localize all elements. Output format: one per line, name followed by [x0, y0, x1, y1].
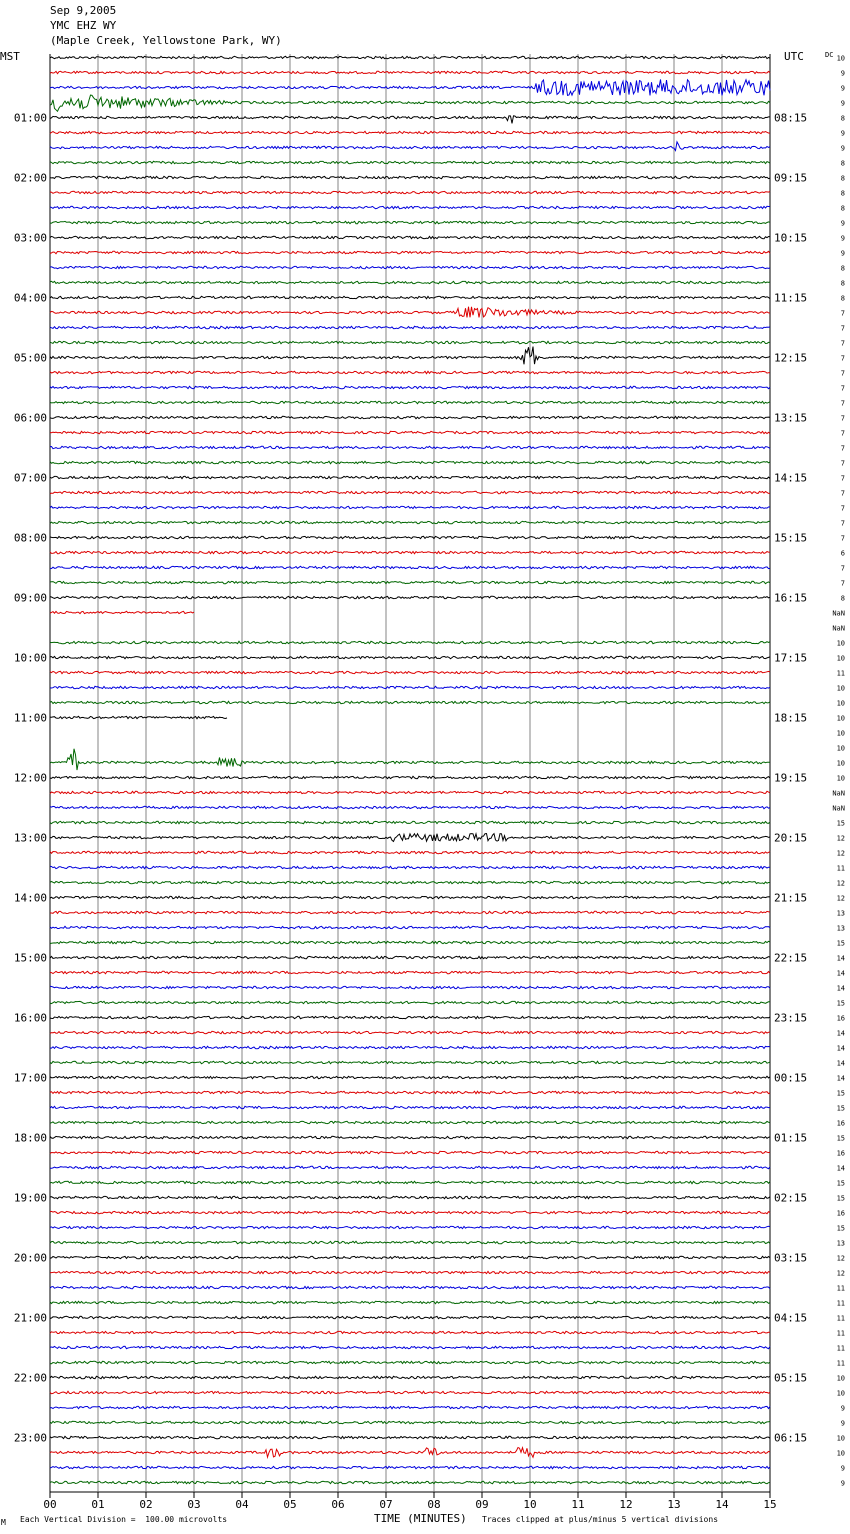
dc-offset-label: 15	[836, 1224, 845, 1233]
x-tick-label: 04	[235, 1498, 249, 1511]
x-tick-label: 09	[475, 1498, 489, 1511]
dc-offset-label: 13	[836, 924, 845, 933]
dc-offset-label: 12	[836, 834, 845, 843]
dc-offset-label: 10	[836, 1434, 845, 1443]
dc-offset-label: 10	[836, 654, 845, 663]
right-hour-label: 01:15	[774, 1131, 808, 1145]
x-tick-label: 02	[139, 1498, 153, 1511]
dc-offset-label: 10	[836, 1449, 845, 1458]
trace-row-line	[50, 506, 770, 508]
trace-row-line	[50, 142, 770, 151]
dc-offset-label: 15	[836, 939, 845, 948]
dc-offset-label: 14	[836, 1029, 845, 1038]
dc-offset-label: 11	[836, 1359, 845, 1368]
trace-row-line	[50, 686, 770, 688]
dc-offset-label: 10	[836, 774, 845, 783]
station-id: YMC EHZ WY	[50, 19, 117, 32]
dc-offset-label: 11	[836, 1314, 845, 1323]
trace-row-line	[50, 536, 770, 538]
trace-row-line	[50, 1316, 770, 1318]
x-tick-label: 08	[427, 1498, 441, 1511]
x-tick-label: 01	[91, 1498, 105, 1511]
right-hour-label: 22:15	[774, 951, 808, 965]
dc-offset-label: 14	[836, 1074, 845, 1083]
dc-offset-label: 7	[840, 489, 845, 498]
right-hour-label: 00:15	[774, 1071, 808, 1085]
left-hour-label: 04:00	[13, 291, 47, 305]
right-hour-label: 03:15	[774, 1251, 808, 1265]
x-axis-title: TIME (MINUTES)	[374, 1512, 467, 1525]
x-tick-label: 10	[523, 1498, 537, 1511]
trace-row-line	[50, 1361, 770, 1363]
right-hour-label: 04:15	[774, 1311, 808, 1325]
trace-row-line	[50, 251, 770, 253]
dc-offset-label: 9	[840, 234, 845, 243]
dc-offset-label: 11	[836, 1299, 845, 1308]
x-tick-label: 06	[331, 1498, 345, 1511]
trace-row-line	[50, 701, 770, 703]
trace-row-line	[50, 236, 770, 238]
dc-offset-label: 7	[840, 414, 845, 423]
corner-mark: M	[1, 1518, 6, 1527]
dc-offset-label: 7	[840, 474, 845, 483]
trace-row-line	[50, 926, 770, 928]
right-hour-label: 19:15	[774, 771, 808, 785]
dc-offset-label: 12	[836, 1254, 845, 1263]
dc-offset-label: 15	[836, 1134, 845, 1143]
trace-row-line	[50, 446, 770, 448]
trace-row-line	[50, 266, 770, 268]
trace-row-line	[50, 1376, 770, 1378]
left-hour-label: 06:00	[13, 411, 47, 425]
trace-row-line	[50, 1271, 770, 1273]
trace-row-line	[50, 1481, 770, 1483]
dc-offset-label: 15	[836, 819, 845, 828]
trace-row-line	[50, 416, 770, 418]
trace-row-line	[50, 776, 770, 778]
dc-offset-label: 8	[840, 174, 845, 183]
right-hour-label: 17:15	[774, 651, 808, 665]
dc-offset-label: 8	[840, 189, 845, 198]
trace-row-line	[50, 716, 227, 718]
right-hour-label: 09:15	[774, 171, 808, 185]
trace-row-line	[50, 206, 770, 208]
dc-offset-label: 13	[836, 909, 845, 918]
trace-row-line	[50, 851, 770, 853]
trace-row-line	[50, 1241, 770, 1243]
trace-row-line	[50, 971, 770, 973]
trace-row-line	[50, 596, 770, 598]
dc-offset-label: 7	[840, 579, 845, 588]
right-hour-label: 06:15	[774, 1431, 808, 1445]
trace-row-line	[50, 326, 770, 328]
x-tick-label: 07	[379, 1498, 393, 1511]
trace-row-line	[50, 1286, 770, 1288]
trace-row-line	[50, 1181, 770, 1183]
dc-offset-label: 9	[840, 1404, 845, 1413]
right-hour-label: 08:15	[774, 111, 808, 125]
left-hour-label: 03:00	[13, 231, 47, 245]
right-hour-label: 21:15	[774, 891, 808, 905]
trace-row-line	[50, 821, 770, 823]
trace-row-line	[50, 1106, 770, 1108]
dc-offset-label: NaN	[832, 789, 845, 798]
dc-offset-label: NaN	[832, 804, 845, 813]
x-tick-label: 03	[187, 1498, 201, 1511]
trace-row-line	[50, 866, 770, 868]
dc-offset-label: 6	[840, 549, 845, 558]
dc-offset-label: NaN	[832, 609, 845, 618]
trace-row-line	[50, 1301, 770, 1303]
dc-offset-label: 16	[836, 1209, 845, 1218]
trace-row-line	[50, 1226, 770, 1228]
trace-row-line	[50, 461, 770, 463]
trace-row-line	[50, 1001, 770, 1003]
dc-offset-label: 7	[840, 369, 845, 378]
left-hour-label: 20:00	[13, 1251, 47, 1265]
vertical-scale-note: Each Vertical Division = 100.00 microvolts	[20, 1515, 228, 1524]
dc-offset-label: 10	[836, 54, 845, 63]
dc-offset-label: 7	[840, 534, 845, 543]
trace-row-line	[50, 401, 770, 403]
dc-offset-label: 7	[840, 459, 845, 468]
left-hour-label: 19:00	[13, 1191, 47, 1205]
dc-offset-label: 15	[836, 1179, 845, 1188]
x-tick-label: 12	[619, 1498, 633, 1511]
trace-row-line	[50, 476, 770, 478]
left-hour-label: 15:00	[13, 951, 47, 965]
dc-offset-label: 10	[836, 684, 845, 693]
dc-offset-label: 7	[840, 354, 845, 363]
trace-row-line	[50, 911, 770, 913]
trace-row-line	[50, 71, 770, 73]
right-hour-label: 16:15	[774, 591, 808, 605]
trace-row-line	[50, 1136, 770, 1138]
dc-offset-label: 7	[840, 324, 845, 333]
left-hour-label: 12:00	[13, 771, 47, 785]
trace-row-line	[50, 791, 770, 793]
plot-date: Sep 9,2005	[50, 4, 117, 17]
dc-offset-label: 7	[840, 444, 845, 453]
dc-offset-label: 9	[840, 69, 845, 78]
station-location: (Maple Creek, Yellowstone Park, WY)	[50, 34, 282, 47]
trace-row-line	[50, 881, 770, 883]
dc-offset-label: 8	[840, 264, 845, 273]
x-tick-label: 11	[571, 1498, 585, 1511]
trace-row-line	[50, 1151, 770, 1153]
trace-row-line	[50, 671, 770, 673]
trace-row-line	[50, 386, 770, 388]
dc-offset-label: 7	[840, 399, 845, 408]
trace-row-line	[50, 834, 770, 842]
trace-row-line	[50, 371, 770, 373]
trace-row-line	[50, 1256, 770, 1258]
left-hour-label: 13:00	[13, 831, 47, 845]
left-hour-label: 21:00	[13, 1311, 47, 1325]
trace-row-line	[50, 1466, 770, 1468]
dc-offset-label: 14	[836, 954, 845, 963]
dc-offset-label: 10	[836, 639, 845, 648]
dc-offset-label: 16	[836, 1149, 845, 1158]
trace-row-line	[50, 341, 770, 343]
trace-row-line	[50, 641, 770, 643]
trace-row-line	[50, 1331, 770, 1333]
trace-row-line	[50, 491, 770, 493]
dc-offset-label: 11	[836, 1329, 845, 1338]
dc-offset-label: 13	[836, 1239, 845, 1248]
dc-offset-label: 9	[840, 1479, 845, 1488]
dc-offset-label: 9	[840, 1464, 845, 1473]
left-hour-label: 08:00	[13, 531, 47, 545]
trace-row-line	[50, 1091, 770, 1093]
x-tick-label: 15	[763, 1498, 777, 1511]
dc-offset-label: 7	[840, 309, 845, 318]
trace-row-line	[50, 611, 194, 613]
dc-offset-label: 7	[840, 339, 845, 348]
dc-offset-label: 7	[840, 564, 845, 573]
left-hour-label: 22:00	[13, 1371, 47, 1385]
trace-row-line	[50, 176, 770, 178]
dc-offset-label: 16	[836, 1014, 845, 1023]
right-hour-label: 15:15	[774, 531, 808, 545]
trace-row-line	[50, 281, 770, 283]
trace-row-line	[50, 986, 770, 988]
trace-row-line	[50, 1031, 770, 1033]
trace-row-line	[50, 1448, 770, 1458]
dc-offset-label: 14	[836, 1059, 845, 1068]
left-hour-label: 05:00	[13, 351, 47, 365]
right-hour-label: 02:15	[774, 1191, 808, 1205]
dc-offset-label: 9	[840, 144, 845, 153]
dc-offset-label: 15	[836, 999, 845, 1008]
trace-row-line	[50, 1346, 770, 1348]
dc-offset-label: 8	[840, 159, 845, 168]
trace-row-line	[50, 307, 770, 318]
dc-offset-label: 8	[840, 594, 845, 603]
dc-offset-label: 12	[836, 1269, 845, 1278]
dc-offset-label: 9	[840, 129, 845, 138]
trace-row-line	[50, 1076, 770, 1078]
right-hour-label: 11:15	[774, 291, 808, 305]
x-tick-label: 05	[283, 1498, 297, 1511]
left-hour-label: 09:00	[13, 591, 47, 605]
trace-row-line	[50, 1391, 770, 1393]
dc-offset-label: 12	[836, 849, 845, 858]
dc-offset-label: 8	[840, 294, 845, 303]
right-hour-label: 13:15	[774, 411, 808, 425]
dc-offset-label: 11	[836, 864, 845, 873]
dc-offset-label: 15	[836, 1194, 845, 1203]
dc-offset-label: 9	[840, 249, 845, 258]
dc-offset-label: 10	[836, 1374, 845, 1383]
trace-row-line	[50, 1196, 770, 1198]
left-timezone: MST	[0, 50, 20, 63]
trace-row-line	[50, 566, 770, 568]
trace-row-line	[50, 1166, 770, 1168]
dc-offset-label: 10	[836, 714, 845, 723]
trace-row-line	[50, 806, 770, 808]
trace-row-line	[50, 191, 770, 193]
x-tick-label: 00	[43, 1498, 57, 1511]
left-hour-label: 17:00	[13, 1071, 47, 1085]
dc-offset-label: 16	[836, 1119, 845, 1128]
right-hour-label: 23:15	[774, 1011, 808, 1025]
left-hour-label: 16:00	[13, 1011, 47, 1025]
trace-row-line	[50, 581, 770, 583]
dc-offset-label: 14	[836, 1044, 845, 1053]
dc-offset-label: 10	[836, 729, 845, 738]
trace-row-line	[50, 431, 770, 433]
x-tick-label: 14	[715, 1498, 729, 1511]
trace-row-line	[50, 1046, 770, 1048]
left-hour-label: 18:00	[13, 1131, 47, 1145]
trace-row-line	[50, 956, 770, 958]
right-hour-label: 14:15	[774, 471, 808, 485]
trace-row-line	[50, 56, 770, 58]
trace-row-line	[50, 656, 770, 658]
dc-offset-label: 15	[836, 1104, 845, 1113]
dc-offset-label: 9	[840, 84, 845, 93]
dc-offset-label: 15	[836, 1089, 845, 1098]
trace-row-line	[50, 131, 770, 133]
left-hour-label: 10:00	[13, 651, 47, 665]
dc-offset-label: NaN	[832, 624, 845, 633]
dc-offset-label: 14	[836, 984, 845, 993]
dc-offset-label: 7	[840, 504, 845, 513]
right-hour-label: 12:15	[774, 351, 808, 365]
trace-row-line	[50, 551, 770, 553]
dc-offset-label: 10	[836, 1389, 845, 1398]
trace-row-line	[50, 1421, 770, 1423]
dc-offset-label: 9	[840, 219, 845, 228]
dc-offset-label: 9	[840, 99, 845, 108]
trace-row-line	[50, 1016, 770, 1018]
right-hour-label: 18:15	[774, 711, 808, 725]
trace-row-line	[50, 1436, 770, 1438]
dc-offset-label: 14	[836, 969, 845, 978]
dc-offset-label: 14	[836, 1164, 845, 1173]
dc-offset-label: 10	[836, 699, 845, 708]
trace-row-line	[50, 296, 770, 298]
trace-row-line	[50, 221, 770, 223]
trace-row-line	[50, 1121, 770, 1123]
left-hour-label: 11:00	[13, 711, 47, 725]
clip-note: Traces clipped at plus/minus 5 vertical divisions	[482, 1515, 719, 1524]
dc-column-header: DC	[825, 51, 834, 59]
trace-row-line	[50, 80, 770, 96]
trace-row-line	[50, 521, 770, 523]
dc-offset-label: 11	[836, 1284, 845, 1293]
left-hour-label: 14:00	[13, 891, 47, 905]
right-timezone: UTC	[784, 50, 804, 63]
left-hour-label: 01:00	[13, 111, 47, 125]
left-hour-label: 23:00	[13, 1431, 47, 1445]
left-hour-label: 07:00	[13, 471, 47, 485]
right-hour-label: 20:15	[774, 831, 808, 845]
dc-offset-label: 10	[836, 759, 845, 768]
dc-offset-label: 12	[836, 894, 845, 903]
dc-offset-label: 7	[840, 384, 845, 393]
trace-row-line	[50, 95, 770, 111]
trace-row-line	[50, 1061, 770, 1063]
dc-offset-label: 8	[840, 114, 845, 123]
dc-offset-label: 8	[840, 204, 845, 213]
dc-offset-label: 11	[836, 1344, 845, 1353]
left-hour-label: 02:00	[13, 171, 47, 185]
dc-offset-label: 7	[840, 519, 845, 528]
dc-offset-label: 12	[836, 879, 845, 888]
x-tick-label: 13	[667, 1498, 681, 1511]
trace-row-line	[50, 116, 770, 124]
trace-row-line	[50, 941, 770, 943]
trace-row-line	[50, 1211, 770, 1213]
dc-offset-label: 7	[840, 429, 845, 438]
dc-offset-label: 10	[836, 744, 845, 753]
trace-row-line	[50, 161, 770, 163]
right-hour-label: 05:15	[774, 1371, 808, 1385]
right-hour-label: 10:15	[774, 231, 808, 245]
trace-row-line	[50, 896, 770, 898]
trace-row-line	[50, 347, 770, 365]
dc-offset-label: 11	[836, 669, 845, 678]
trace-row-line	[50, 749, 770, 770]
trace-row-line	[50, 1406, 770, 1408]
dc-offset-label: 9	[840, 1419, 845, 1428]
dc-offset-label: 8	[840, 279, 845, 288]
